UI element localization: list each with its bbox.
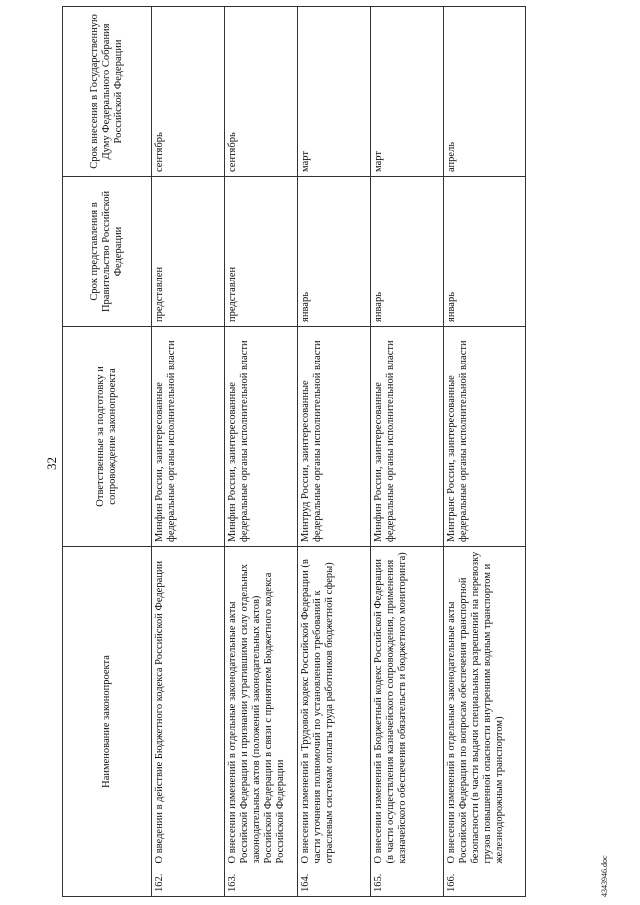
row-number: 163. [225, 867, 298, 897]
row-duma-term: март [298, 6, 371, 176]
table-row [298, 6, 371, 896]
row-name: О внесении изменений в Бюджетный кодекс Российской Федерации (в части осуществления казначейского сопровождения, применения казначейского обеспечения обязательств и бюджетного мониторинга) [371, 546, 444, 866]
header-gov-term: Срок представления в Правительство Российской Федерации [63, 176, 152, 326]
row-gov-term: представлен [152, 176, 225, 326]
row-name: О введении в действие Бюджетного кодекса Российской Федерации [152, 546, 225, 866]
document-id: 4343946.doc [600, 855, 609, 897]
header-responsible: Ответственные за подготовку и сопровождение законопроекта [63, 326, 152, 546]
row-responsible: Минфин России, заинтересованные федеральные органы исполнительной власти [152, 326, 225, 546]
row-responsible: Минтранс России, заинтересованные федеральные органы исполнительной власти [444, 326, 526, 546]
table-header-row [63, 6, 152, 896]
row-duma-term: сентябрь [225, 6, 298, 176]
row-gov-term: представлен [225, 176, 298, 326]
table-row [225, 6, 298, 896]
page-number: 32 [44, 457, 59, 470]
row-gov-term: январь [371, 176, 444, 326]
row-name: О внесении изменений в отдельные законодательные акты Российской Федерации и признании утратившими силу отдельных законодательных актов (положений законодательных актов) Российской Федерации в связи с принятием Бюджетного кодекса Российской Федерации [225, 546, 298, 866]
row-duma-term: март [371, 6, 444, 176]
row-number: 165. [371, 867, 444, 897]
row-responsible: Минтруд России, заинтересованные федеральные органы исполнительной власти [298, 326, 371, 546]
header-duma-term: Срок внесения в Государственную Думу Федерального Собрания Российской Федерации [63, 6, 152, 176]
row-number: 166. [444, 867, 526, 897]
row-number: 162. [152, 867, 225, 897]
bills-table [62, 6, 526, 897]
row-responsible: Минфин России, заинтересованные федеральные органы исполнительной власти [225, 326, 298, 546]
table-row [152, 6, 225, 896]
table-row [371, 6, 444, 896]
row-gov-term: январь [298, 176, 371, 326]
row-duma-term: сентябрь [152, 6, 225, 176]
row-gov-term: январь [444, 176, 526, 326]
row-name: О внесении изменений в отдельные законодательные акты Российской Федерации по вопросам обеспечения транспортной безопасности (в части выдачи специальных разрешений на перевозку грузов повышенной опасности внутренним водным транспортом и железнодорожным транспортом) [444, 546, 526, 866]
row-number: 164. [298, 867, 371, 897]
row-responsible: Минфин России, заинтересованные федеральные органы исполнительной власти [371, 326, 444, 546]
table-row [444, 6, 526, 896]
row-name: О внесении изменений в Трудовой кодекс Российской Федерации (в части уточнения полномочий по установлению требований к отраслевым системам оплаты труда работников бюджетной сферы) [298, 546, 371, 866]
header-name: Наименование законопроекта [63, 546, 152, 896]
row-duma-term: апрель [444, 6, 526, 176]
